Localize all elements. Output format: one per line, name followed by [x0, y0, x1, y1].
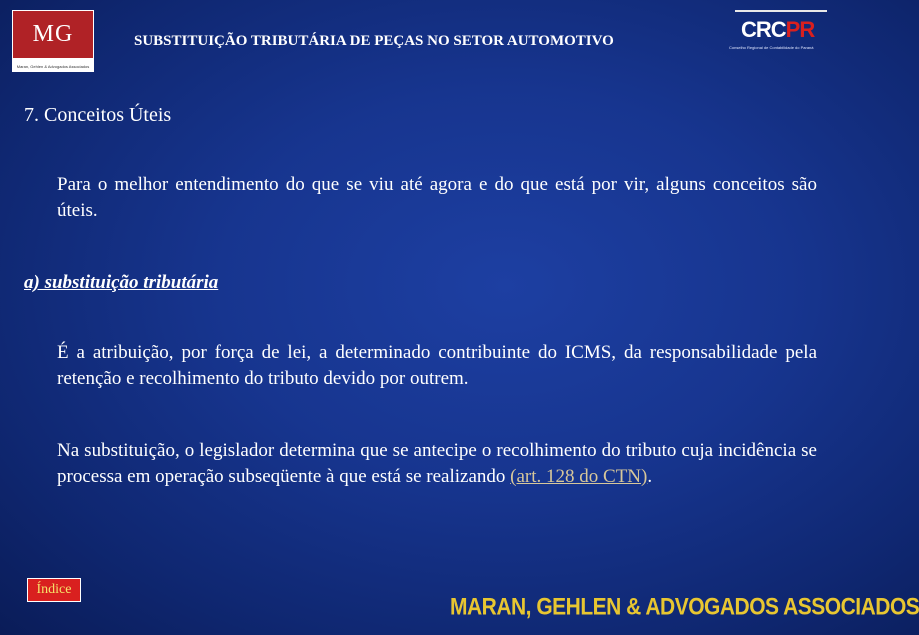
crc-logo-text: [741, 17, 814, 43]
footer-brand: MARAN, GEHLEN & ADVOGADOS ASSOCIADOS: [450, 594, 919, 621]
index-button[interactable]: Índice: [27, 578, 81, 602]
crc-logo-part1: CRC: [741, 17, 786, 42]
page-title: SUBSTITUIÇÃO TRIBUTÁRIA DE PEÇAS NO SETOR AUTOMOTIVO: [134, 33, 614, 49]
definition-paragraph: É a atribuição, por força de lei, a determinado contribuinte do ICMS, da responsabilidade pela retenção e recolhimento do tributo devido por outrem.: [57, 342, 817, 389]
mg-logo: [12, 10, 94, 72]
explanation-end: .: [647, 466, 653, 487]
crc-logo-part2: PR: [785, 17, 815, 42]
crc-pr-logo: [727, 8, 837, 54]
explanation-paragraph: [57, 438, 817, 490]
crc-logo-bars: [735, 10, 827, 16]
mg-logo-mark: MG: [13, 11, 93, 58]
subheading-substituicao: a) substituição tributária: [24, 272, 219, 293]
crc-logo-tagline: Conselho Regional de Contabilidade do Paraná: [729, 45, 814, 50]
intro-paragraph: Para o melhor entendimento do que se viu até agora e do que está por vir, alguns conceitos são úteis.: [57, 174, 817, 221]
mg-logo-subtext: Maran, Gehlen & Advogados Associados: [16, 64, 90, 69]
explanation-text: Na substituição, o legislador determina que se antecipe o recolhimento do tributo cuja incidência se processa em operação subseqüente à que está se realizando: [57, 440, 817, 487]
ctn-article-link[interactable]: (art. 128 do CTN): [510, 466, 648, 487]
section-heading: 7. Conceitos Úteis: [24, 104, 172, 126]
